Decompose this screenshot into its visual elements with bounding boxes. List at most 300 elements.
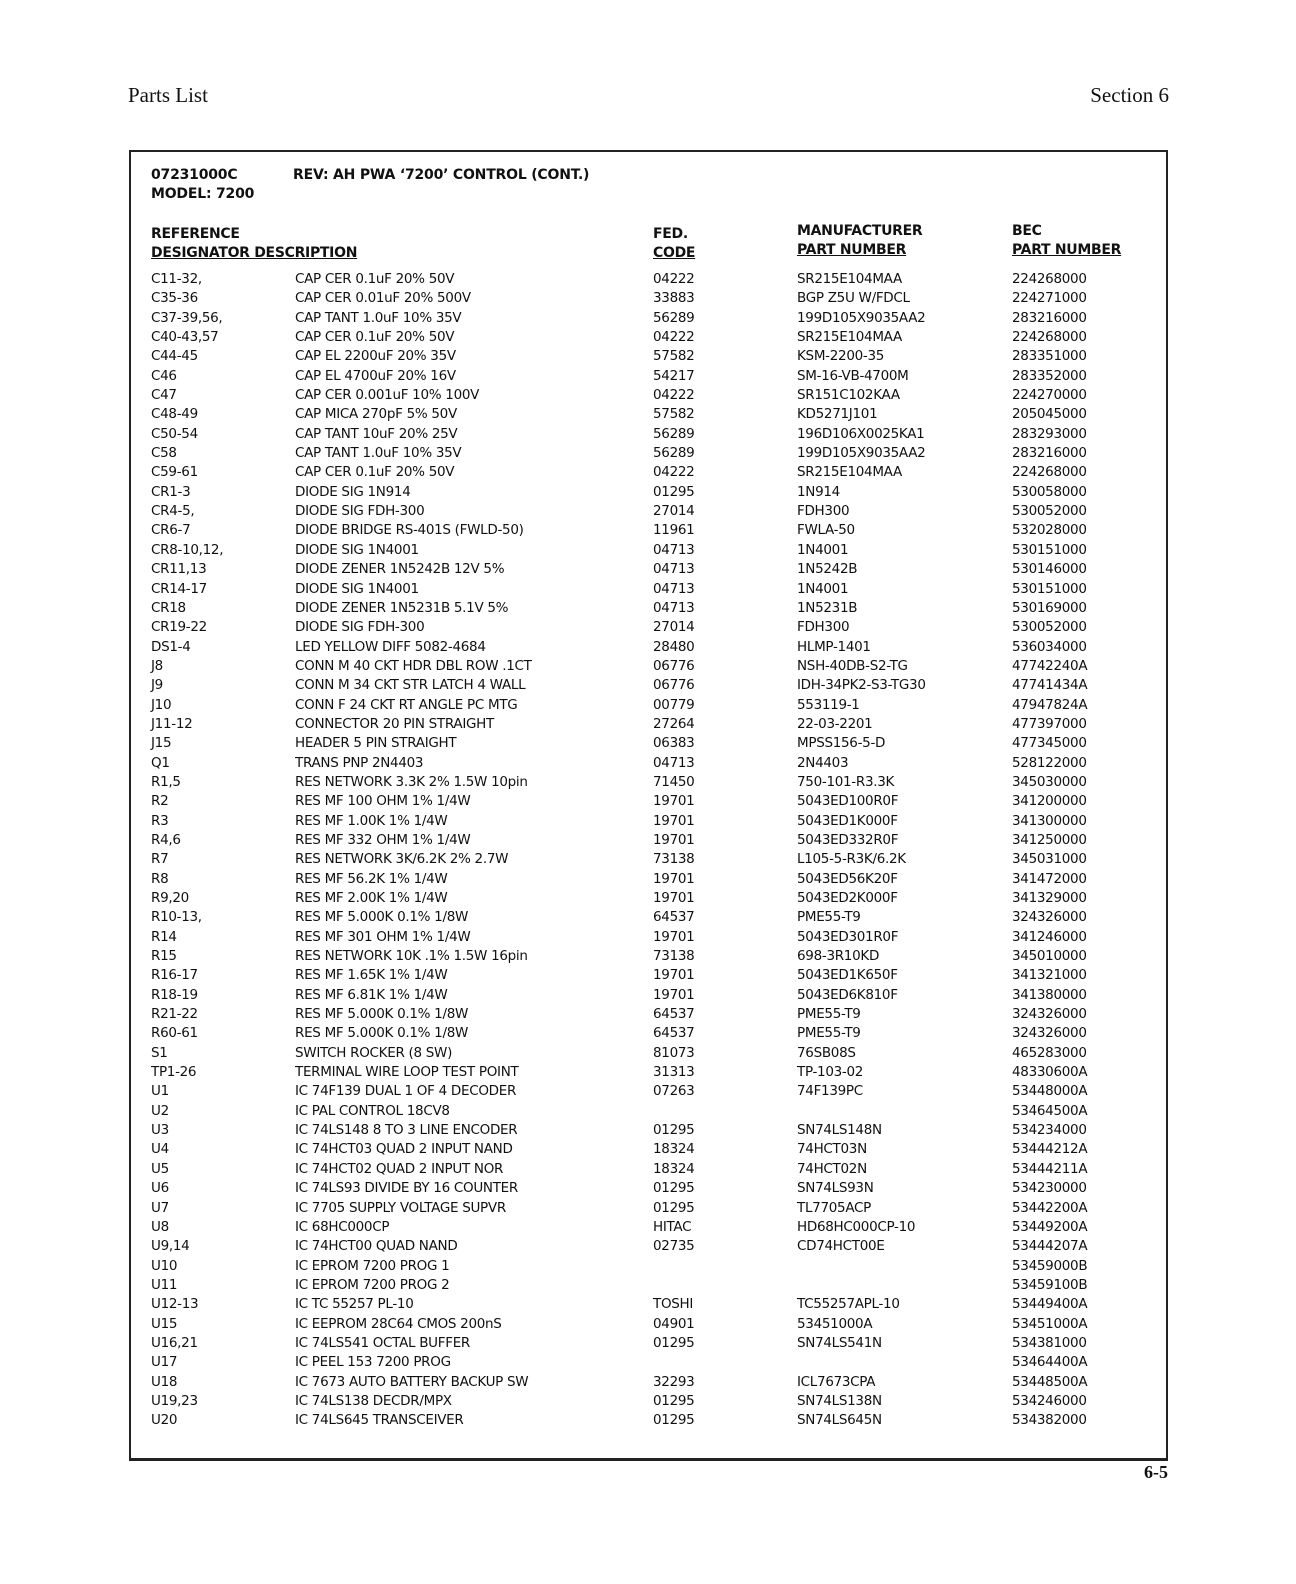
cell-bec-part: 341472000 [1012, 870, 1087, 887]
table-row [0, 522, 1296, 541]
table-row [0, 755, 1296, 774]
cell-manufacturer-part: 1N4001 [797, 580, 849, 597]
cell-reference: R21-22 [151, 1006, 198, 1023]
cell-description: CAP CER 0.1uF 20% 50V [295, 271, 455, 287]
cell-manufacturer-part: SN74LS138N [797, 1392, 882, 1409]
table-row [0, 387, 1296, 406]
cell-reference: R18-19 [151, 986, 198, 1003]
cell-bec-part: 53449200A [1012, 1218, 1088, 1235]
cell-fed-code: 04713 [653, 580, 695, 597]
column-header-fed-code [653, 225, 695, 263]
cell-manufacturer-part: SR215E104MAA [797, 329, 902, 346]
cell-bec-part: 53459000B [1012, 1257, 1088, 1274]
cell-manufacturer-part: 1N914 [797, 483, 840, 500]
cell-description: RES MF 1.00K 1% 1/4W [295, 812, 448, 829]
cell-description: RES NETWORK 3.3K 2% 1.5W 10pin [295, 773, 528, 790]
cell-manufacturer-part: 199D105X9035AA2 [797, 309, 926, 326]
cell-description: RES MF 6.81K 1% 1/4W [295, 986, 448, 1003]
cell-fed-code: TOSHI [653, 1296, 694, 1313]
cell-description: IC PEEL 153 7200 PROG [295, 1354, 451, 1371]
cell-bec-part: 53464500A [1012, 1102, 1088, 1119]
cell-bec-part: 324326000 [1012, 1006, 1087, 1023]
cell-description: LED YELLOW DIFF 5082-4684 [295, 638, 486, 655]
cell-manufacturer-part: SN74LS148N [797, 1122, 882, 1139]
cell-fed-code: 64537 [653, 1006, 695, 1023]
cell-bec-part: 224268000 [1012, 271, 1087, 287]
cell-reference: C48-49 [151, 406, 198, 423]
table-row [0, 716, 1296, 735]
cell-fed-code: 27014 [653, 619, 695, 636]
cell-fed-code: 06776 [653, 677, 695, 694]
table-row [0, 1180, 1296, 1199]
cell-bec-part: 477397000 [1012, 715, 1087, 732]
table-row [0, 639, 1296, 658]
cell-bec-part: 53459100B [1012, 1276, 1088, 1293]
cell-reference: U16,21 [151, 1334, 198, 1351]
cell-manufacturer-part: 22-03-2201 [797, 715, 873, 732]
table-row [0, 1103, 1296, 1122]
table-row [0, 619, 1296, 638]
table-row [0, 464, 1296, 483]
cell-manufacturer-part: IDH-34PK2-S3-TG30 [797, 677, 926, 694]
cell-fed-code: 06776 [653, 657, 695, 674]
cell-fed-code: 33883 [653, 290, 695, 307]
table-row [0, 503, 1296, 522]
column-header-reference-bottom: DESIGNATOR DESCRIPTION [151, 245, 358, 261]
table-row [0, 348, 1296, 367]
cell-reference: R2 [151, 793, 169, 810]
cell-description: RES MF 5.000K 0.1% 1/8W [295, 909, 469, 926]
cell-fed-code: 18324 [653, 1160, 695, 1177]
cell-reference: DS1-4 [151, 638, 191, 655]
cell-reference: U2 [151, 1102, 169, 1119]
cell-reference: R1,5 [151, 773, 181, 790]
cell-bec-part: 53444212A [1012, 1141, 1088, 1158]
cell-manufacturer-part: FWLA-50 [797, 522, 855, 539]
table-row [0, 987, 1296, 1006]
table-row [0, 929, 1296, 948]
cell-fed-code: 01295 [653, 1199, 695, 1216]
cell-bec-part: 465283000 [1012, 1044, 1087, 1061]
cell-description: IC 74LS148 8 TO 3 LINE ENCODER [295, 1122, 518, 1139]
cell-bec-part: 53449400A [1012, 1296, 1088, 1313]
cell-manufacturer-part: 53451000A [797, 1315, 873, 1332]
cell-reference: R15 [151, 948, 177, 965]
cell-description: IC 74LS541 OCTAL BUFFER [295, 1334, 471, 1351]
cell-bec-part: 530169000 [1012, 599, 1087, 616]
table-row [0, 677, 1296, 696]
table-row [0, 1045, 1296, 1064]
cell-description: RES NETWORK 10K .1% 1.5W 16pin [295, 948, 528, 965]
cell-description: RES MF 5.000K 0.1% 1/8W [295, 1006, 469, 1023]
cell-reference: U6 [151, 1180, 169, 1197]
cell-reference: Q1 [151, 754, 170, 771]
cell-manufacturer-part: SR215E104MAA [797, 271, 902, 287]
cell-manufacturer-part: MPSS156-5-D [797, 735, 886, 752]
cell-description: DIODE SIG 1N4001 [295, 541, 419, 558]
cell-manufacturer-part: FDH300 [797, 503, 850, 520]
cell-fed-code: 06383 [653, 735, 695, 752]
table-row [0, 967, 1296, 986]
cell-bec-part: 534234000 [1012, 1122, 1087, 1139]
cell-fed-code: 64537 [653, 909, 695, 926]
table-row [0, 1258, 1296, 1277]
table-row [0, 1200, 1296, 1219]
cell-description: RES MF 1.65K 1% 1/4W [295, 967, 448, 984]
cell-fed-code: 64537 [653, 1025, 695, 1042]
cell-reference: CR18 [151, 599, 186, 616]
cell-reference: U9,14 [151, 1238, 190, 1255]
cell-description: IC 74LS138 DECDR/MPX [295, 1392, 452, 1409]
cell-reference: C44-45 [151, 348, 198, 365]
table-row [0, 1219, 1296, 1238]
cell-description: CAP MICA 270pF 5% 50V [295, 406, 457, 423]
cell-bec-part: 534381000 [1012, 1334, 1087, 1351]
cell-description: IC 74HCT03 QUAD 2 INPUT NAND [295, 1141, 513, 1158]
cell-fed-code: 04713 [653, 561, 695, 578]
cell-description: DIODE ZENER 1N5242B 12V 5% [295, 561, 505, 578]
cell-reference: C59-61 [151, 464, 198, 481]
table-row [0, 484, 1296, 503]
cell-reference: CR14-17 [151, 580, 207, 597]
cell-description: CAP TANT 1.0uF 10% 35V [295, 309, 462, 326]
cell-description: RES MF 5.000K 0.1% 1/8W [295, 1025, 469, 1042]
cell-manufacturer-part: TC55257APL-10 [797, 1296, 900, 1313]
cell-manufacturer-part: 5043ED1K000F [797, 812, 898, 829]
cell-description: IC 7705 SUPPLY VOLTAGE SUPVR [295, 1199, 506, 1216]
cell-reference: TP1-26 [151, 1064, 197, 1081]
cell-bec-part: 341321000 [1012, 967, 1087, 984]
cell-bec-part: 477345000 [1012, 735, 1087, 752]
cell-bec-part: 345031000 [1012, 851, 1087, 868]
cell-bec-part: 341250000 [1012, 831, 1087, 848]
cell-reference: U20 [151, 1412, 178, 1429]
cell-reference: J15 [151, 735, 172, 752]
cell-reference: U19,23 [151, 1392, 198, 1409]
table-row [0, 1393, 1296, 1412]
cell-fed-code: 81073 [653, 1044, 695, 1061]
cell-description: DIODE SIG 1N914 [295, 483, 411, 500]
cell-manufacturer-part: 5043ED1K650F [797, 967, 898, 984]
cell-bec-part: 530151000 [1012, 541, 1087, 558]
cell-fed-code: 19701 [653, 928, 695, 945]
cell-reference: U15 [151, 1315, 178, 1332]
cell-reference: C37-39,56, [151, 309, 223, 326]
cell-reference: U7 [151, 1199, 169, 1216]
cell-description: IC 74LS93 DIVIDE BY 16 COUNTER [295, 1180, 518, 1197]
cell-manufacturer-part: KD5271J101 [797, 406, 878, 423]
cell-manufacturer-part: SM-16-VB-4700M [797, 367, 909, 384]
cell-manufacturer-part: 199D105X9035AA2 [797, 445, 926, 462]
cell-description: RES MF 56.2K 1% 1/4W [295, 870, 448, 887]
cell-manufacturer-part: HD68HC000CP-10 [797, 1218, 916, 1235]
cell-reference: C11-32, [151, 271, 202, 287]
cell-fed-code: 27014 [653, 503, 695, 520]
running-header-section: Section 6 [1090, 83, 1169, 107]
cell-description: CONNECTOR 20 PIN STRAIGHT [295, 715, 494, 732]
table-row [0, 697, 1296, 716]
cell-manufacturer-part: 553119-1 [797, 696, 860, 713]
table-row [0, 1374, 1296, 1393]
cell-bec-part: 53444207A [1012, 1238, 1088, 1255]
cell-fed-code: 19701 [653, 793, 695, 810]
cell-description: CAP EL 2200uF 20% 35V [295, 348, 456, 365]
cell-bec-part: 47742240A [1012, 657, 1088, 674]
cell-manufacturer-part: 5043ED301R0F [797, 928, 899, 945]
cell-bec-part: 528122000 [1012, 754, 1087, 771]
cell-bec-part: 224271000 [1012, 290, 1087, 307]
cell-reference: U1 [151, 1083, 169, 1100]
cell-fed-code: 04713 [653, 541, 695, 558]
cell-manufacturer-part: ICL7673CPA [797, 1373, 876, 1390]
cell-manufacturer-part: 74HCT02N [797, 1160, 867, 1177]
cell-reference: R60-61 [151, 1025, 198, 1042]
cell-manufacturer-part: 76SB08S [797, 1044, 856, 1061]
cell-reference: U8 [151, 1218, 169, 1235]
cell-bec-part: 53451000A [1012, 1315, 1088, 1332]
table-row [0, 1354, 1296, 1373]
cell-manufacturer-part: TL7705ACP [797, 1199, 871, 1216]
cell-fed-code: 56289 [653, 425, 695, 442]
cell-description: IC 7673 AUTO BATTERY BACKUP SW [295, 1373, 529, 1390]
cell-fed-code: 19701 [653, 870, 695, 887]
cell-manufacturer-part: L105-5-R3K/6.2K [797, 851, 906, 868]
table-row [0, 600, 1296, 619]
cell-reference: U11 [151, 1276, 178, 1293]
cell-manufacturer-part: SR151C102KAA [797, 387, 900, 404]
cell-bec-part: 283293000 [1012, 425, 1087, 442]
table-row [0, 1141, 1296, 1160]
cell-manufacturer-part: HLMP-1401 [797, 638, 871, 655]
cell-manufacturer-part: 5043ED100R0F [797, 793, 899, 810]
table-row [0, 735, 1296, 754]
cell-reference: CR4-5, [151, 503, 195, 520]
cell-description: IC EEPROM 28C64 CMOS 200nS [295, 1315, 502, 1332]
table-row [0, 1161, 1296, 1180]
cell-bec-part: 53442200A [1012, 1199, 1088, 1216]
cell-fed-code: 32293 [653, 1373, 695, 1390]
cell-fed-code: 04222 [653, 329, 695, 346]
table-row [0, 871, 1296, 890]
cell-bec-part: 53448000A [1012, 1083, 1088, 1100]
cell-bec-part: 345030000 [1012, 773, 1087, 790]
cell-bec-part: 224270000 [1012, 387, 1087, 404]
cell-bec-part: 324326000 [1012, 909, 1087, 926]
cell-bec-part: 530146000 [1012, 561, 1087, 578]
cell-manufacturer-part: 5043ED56K20F [797, 870, 898, 887]
cell-bec-part: 532028000 [1012, 522, 1087, 539]
cell-reference: R10-13, [151, 909, 202, 926]
cell-reference: CR6-7 [151, 522, 191, 539]
table-row [0, 445, 1296, 464]
table-row [0, 1277, 1296, 1296]
cell-reference: U4 [151, 1141, 169, 1158]
cell-description: IC EPROM 7200 PROG 2 [295, 1276, 450, 1293]
cell-bec-part: 530151000 [1012, 580, 1087, 597]
cell-bec-part: 530052000 [1012, 503, 1087, 520]
cell-fed-code: 57582 [653, 406, 695, 423]
table-row [0, 890, 1296, 909]
cell-reference: J11-12 [151, 715, 193, 732]
cell-description: DIODE SIG FDH-300 [295, 503, 425, 520]
cell-reference: J10 [151, 696, 172, 713]
cell-description: IC 74LS645 TRANSCEIVER [295, 1412, 464, 1429]
cell-manufacturer-part: PME55-T9 [797, 1006, 861, 1023]
cell-manufacturer-part: 74F139PC [797, 1083, 863, 1100]
cell-reference: U18 [151, 1373, 178, 1390]
column-header-reference [151, 225, 357, 263]
cell-manufacturer-part: 196D106X0025KA1 [797, 425, 925, 442]
cell-reference: R14 [151, 928, 177, 945]
cell-reference: C40-43,57 [151, 329, 219, 346]
cell-fed-code: 56289 [653, 309, 695, 326]
cell-reference: J8 [151, 657, 163, 674]
cell-reference: C58 [151, 445, 177, 462]
cell-description: IC 74F139 DUAL 1 OF 4 DECODER [295, 1083, 517, 1100]
cell-description: RES MF 2.00K 1% 1/4W [295, 890, 448, 906]
cell-description: CAP CER 0.01uF 20% 500V [295, 290, 471, 307]
column-header-manufacturer [797, 222, 922, 260]
cell-bec-part: 534230000 [1012, 1180, 1087, 1197]
cell-reference: U5 [151, 1160, 169, 1177]
cell-bec-part: 283216000 [1012, 309, 1087, 326]
cell-reference: R9,20 [151, 890, 189, 906]
cell-description: CONN M 34 CKT STR LATCH 4 WALL [295, 677, 526, 694]
cell-fed-code: 71450 [653, 773, 695, 790]
cell-bec-part: 224268000 [1012, 464, 1087, 481]
cell-manufacturer-part: SN74LS541N [797, 1334, 882, 1351]
cell-fed-code: 01295 [653, 1180, 695, 1197]
cell-manufacturer-part: TP-103-02 [797, 1064, 864, 1081]
cell-description: CAP CER 0.1uF 20% 50V [295, 464, 455, 481]
cell-description: DIODE BRIDGE RS-401S (FWLD-50) [295, 522, 524, 539]
cell-reference: U10 [151, 1257, 178, 1274]
column-header-bec-bottom: PART NUMBER [1012, 242, 1122, 258]
cell-manufacturer-part: 5043ED6K810F [797, 986, 898, 1003]
cell-bec-part: 53448500A [1012, 1373, 1088, 1390]
table-row [0, 948, 1296, 967]
cell-bec-part: 530052000 [1012, 619, 1087, 636]
cell-description: CONN M 40 CKT HDR DBL ROW .1CT [295, 657, 532, 674]
table-row [0, 1412, 1296, 1431]
column-header-bec [1012, 222, 1121, 260]
cell-manufacturer-part: CD74HCT00E [797, 1238, 885, 1255]
cell-manufacturer-part: 74HCT03N [797, 1141, 867, 1158]
cell-bec-part: 205045000 [1012, 406, 1087, 423]
cell-manufacturer-part: SN74LS645N [797, 1412, 882, 1429]
cell-reference: U3 [151, 1122, 169, 1139]
table-row [0, 1122, 1296, 1141]
column-header-mfr-bottom: PART NUMBER [797, 242, 907, 258]
cell-manufacturer-part: 1N4001 [797, 541, 849, 558]
cell-fed-code: 00779 [653, 696, 695, 713]
cell-manufacturer-part: 698-3R10KD [797, 948, 880, 965]
cell-fed-code: 73138 [653, 851, 695, 868]
document-number: 07231000C [151, 167, 238, 183]
cell-bec-part: 341246000 [1012, 928, 1087, 945]
column-header-reference-top: REFERENCE [151, 226, 240, 242]
cell-fed-code: 19701 [653, 967, 695, 984]
cell-fed-code: 57582 [653, 348, 695, 365]
cell-fed-code: 01295 [653, 1392, 695, 1409]
cell-bec-part: 283352000 [1012, 367, 1087, 384]
cell-description: IC EPROM 7200 PROG 1 [295, 1257, 450, 1274]
cell-fed-code: 73138 [653, 948, 695, 965]
cell-fed-code: 04901 [653, 1315, 695, 1332]
cell-fed-code: 01295 [653, 483, 695, 500]
cell-description: CAP EL 4700uF 20% 16V [295, 367, 456, 384]
cell-manufacturer-part: 1N5242B [797, 561, 858, 578]
cell-fed-code: 01295 [653, 1334, 695, 1351]
cell-reference: R7 [151, 851, 169, 868]
cell-reference: CR19-22 [151, 619, 207, 636]
cell-description: IC PAL CONTROL 18CV8 [295, 1102, 450, 1119]
cell-description: TRANS PNP 2N4403 [295, 754, 424, 771]
table-row [0, 658, 1296, 677]
table-row [0, 271, 1296, 290]
cell-bec-part: 530058000 [1012, 483, 1087, 500]
cell-reference: R4,6 [151, 831, 181, 848]
cell-reference: CR8-10,12, [151, 541, 224, 558]
cell-description: SWITCH ROCKER (8 SW) [295, 1044, 453, 1061]
column-header-mfr-top: MANUFACTURER [797, 223, 923, 239]
column-header-fed-top: FED. [653, 226, 688, 242]
table-row [0, 542, 1296, 561]
cell-description: RES MF 100 OHM 1% 1/4W [295, 793, 471, 810]
cell-bec-part: 534246000 [1012, 1392, 1087, 1409]
cell-reference: CR1-3 [151, 483, 191, 500]
table-row [0, 1064, 1296, 1083]
cell-bec-part: 341329000 [1012, 890, 1087, 906]
cell-description: CAP TANT 10uF 20% 25V [295, 425, 458, 442]
cell-description: IC TC 55257 PL-10 [295, 1296, 414, 1313]
cell-fed-code: 19701 [653, 890, 695, 906]
cell-bec-part: 534382000 [1012, 1412, 1087, 1429]
cell-manufacturer-part: 2N4403 [797, 754, 849, 771]
table-row [0, 774, 1296, 793]
document-model: MODEL: 7200 [151, 186, 255, 202]
cell-fed-code: 04713 [653, 754, 695, 771]
cell-manufacturer-part: 1N5231B [797, 599, 858, 616]
column-header-fed-bottom: CODE [653, 245, 696, 261]
cell-reference: R3 [151, 812, 169, 829]
cell-fed-code: 56289 [653, 445, 695, 462]
cell-manufacturer-part: KSM-2200-35 [797, 348, 885, 365]
cell-description: IC 68HC000CP [295, 1218, 390, 1235]
cell-description: TERMINAL WIRE LOOP TEST POINT [295, 1064, 519, 1081]
cell-description: CONN F 24 CKT RT ANGLE PC MTG [295, 696, 518, 713]
table-row [0, 909, 1296, 928]
table-row [0, 368, 1296, 387]
cell-description: CAP CER 0.001uF 10% 100V [295, 387, 480, 404]
cell-fed-code: 54217 [653, 367, 695, 384]
cell-fed-code: 31313 [653, 1064, 695, 1081]
table-row [0, 1296, 1296, 1315]
cell-reference: R16-17 [151, 967, 198, 984]
cell-description: RES MF 301 OHM 1% 1/4W [295, 928, 471, 945]
cell-fed-code: 04222 [653, 271, 695, 287]
cell-bec-part: 341300000 [1012, 812, 1087, 829]
table-row [0, 1335, 1296, 1354]
cell-fed-code: 19701 [653, 812, 695, 829]
running-header-title: Parts List [128, 83, 208, 107]
cell-fed-code: 01295 [653, 1122, 695, 1139]
table-row [0, 832, 1296, 851]
table-row [0, 851, 1296, 870]
cell-description: RES MF 332 OHM 1% 1/4W [295, 831, 471, 848]
cell-manufacturer-part: SN74LS93N [797, 1180, 874, 1197]
cell-bec-part: 47947824A [1012, 696, 1088, 713]
